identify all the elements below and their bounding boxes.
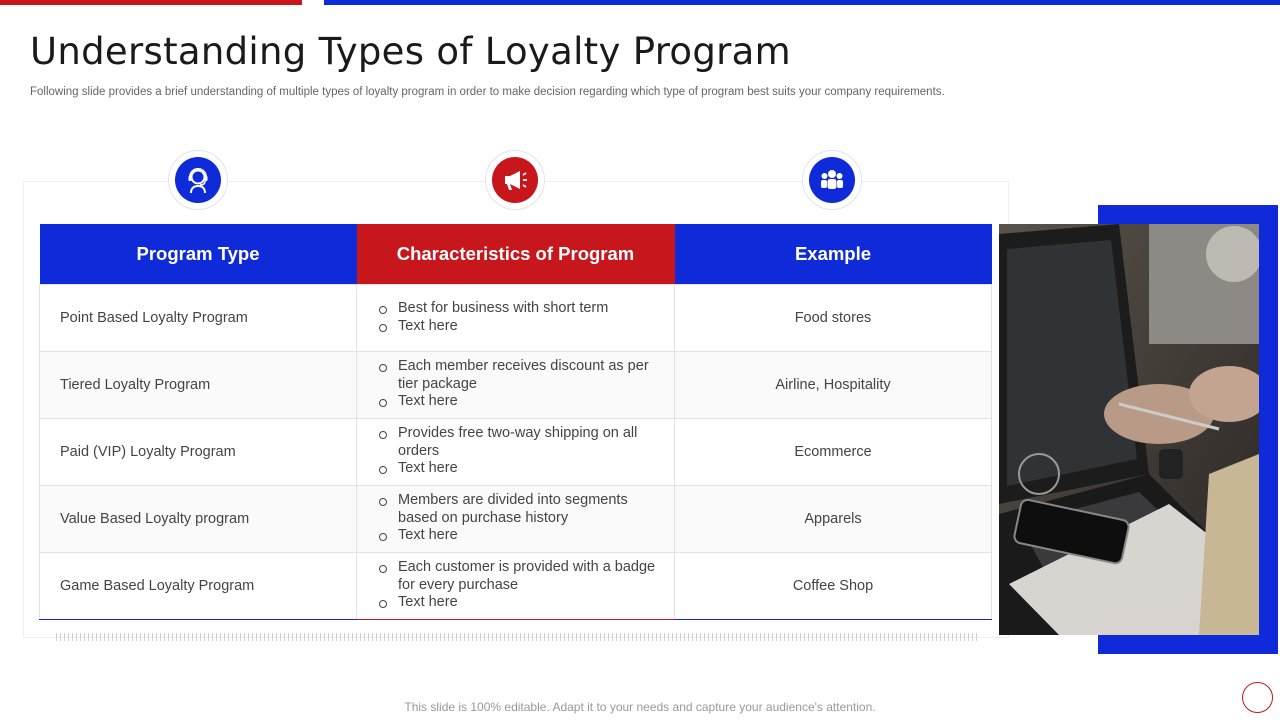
example-cell: Ecommerce — [675, 418, 992, 485]
characteristics-cell — [357, 351, 675, 418]
characteristic-item: Each member receives discount as per tier package — [379, 358, 662, 393]
characteristic-item: Text here — [379, 594, 662, 612]
characteristic-item: Text here — [379, 527, 662, 545]
example-cell: Food stores — [675, 284, 992, 351]
customer-support-icon — [183, 165, 213, 195]
table-row — [40, 552, 992, 619]
group-users-icon — [817, 165, 847, 195]
program-type-cell: Point Based Loyalty Program — [40, 284, 357, 351]
program-type-cell: Tiered Loyalty Program — [40, 351, 357, 418]
characteristics-cell — [357, 485, 675, 552]
corner-decoration — [1242, 682, 1273, 713]
characteristic-item: Text here — [379, 460, 662, 478]
characteristic-item: Text here — [379, 393, 662, 411]
table-row — [40, 418, 992, 485]
characteristic-item: Each customer is provided with a badge for every purchase — [379, 559, 662, 594]
example-cell: Apparels — [675, 485, 992, 552]
laptop-desk-photo — [999, 224, 1259, 635]
characteristics-cell — [357, 418, 675, 485]
example-icon-badge — [802, 150, 862, 210]
table-row — [40, 485, 992, 552]
program-type-cell: Game Based Loyalty Program — [40, 552, 357, 619]
slide-subtitle: Following slide provides a brief understanding of multiple types of loyalty program in order to make decision regarding which type of program best suits your company requirements. — [30, 86, 945, 98]
decorative-hatch — [56, 633, 978, 641]
characteristics-cell — [357, 284, 675, 351]
slide-title: Understanding Types of Loyalty Program — [30, 30, 791, 73]
slide-footer-note: This slide is 100% editable. Adapt it to your needs and capture your audience's attention. — [404, 700, 876, 714]
example-cell: Coffee Shop — [675, 552, 992, 619]
characteristic-item: Members are divided into segments based on purchase history — [379, 492, 662, 527]
program-type-icon-badge — [168, 150, 228, 210]
top-accent-bar-blue — [324, 0, 1280, 5]
characteristic-item: Best for business with short term — [379, 300, 662, 318]
table-row — [40, 351, 992, 418]
table-row — [40, 284, 992, 351]
program-type-cell: Paid (VIP) Loyalty Program — [40, 418, 357, 485]
header-example: Example — [675, 224, 992, 284]
characteristics-cell — [357, 552, 675, 619]
program-type-cell: Value Based Loyalty program — [40, 485, 357, 552]
header-program-type: Program Type — [40, 224, 357, 284]
top-accent-bar-red — [0, 0, 302, 5]
characteristics-icon-badge — [485, 150, 545, 210]
megaphone-icon — [500, 165, 530, 195]
characteristic-item: Provides free two-way shipping on all orders — [379, 425, 662, 460]
characteristic-item: Text here — [379, 318, 662, 336]
table-header-row — [40, 224, 992, 284]
example-cell: Airline, Hospitality — [675, 351, 992, 418]
header-characteristics: Characteristics of Program — [357, 224, 675, 284]
loyalty-program-table — [39, 224, 992, 620]
